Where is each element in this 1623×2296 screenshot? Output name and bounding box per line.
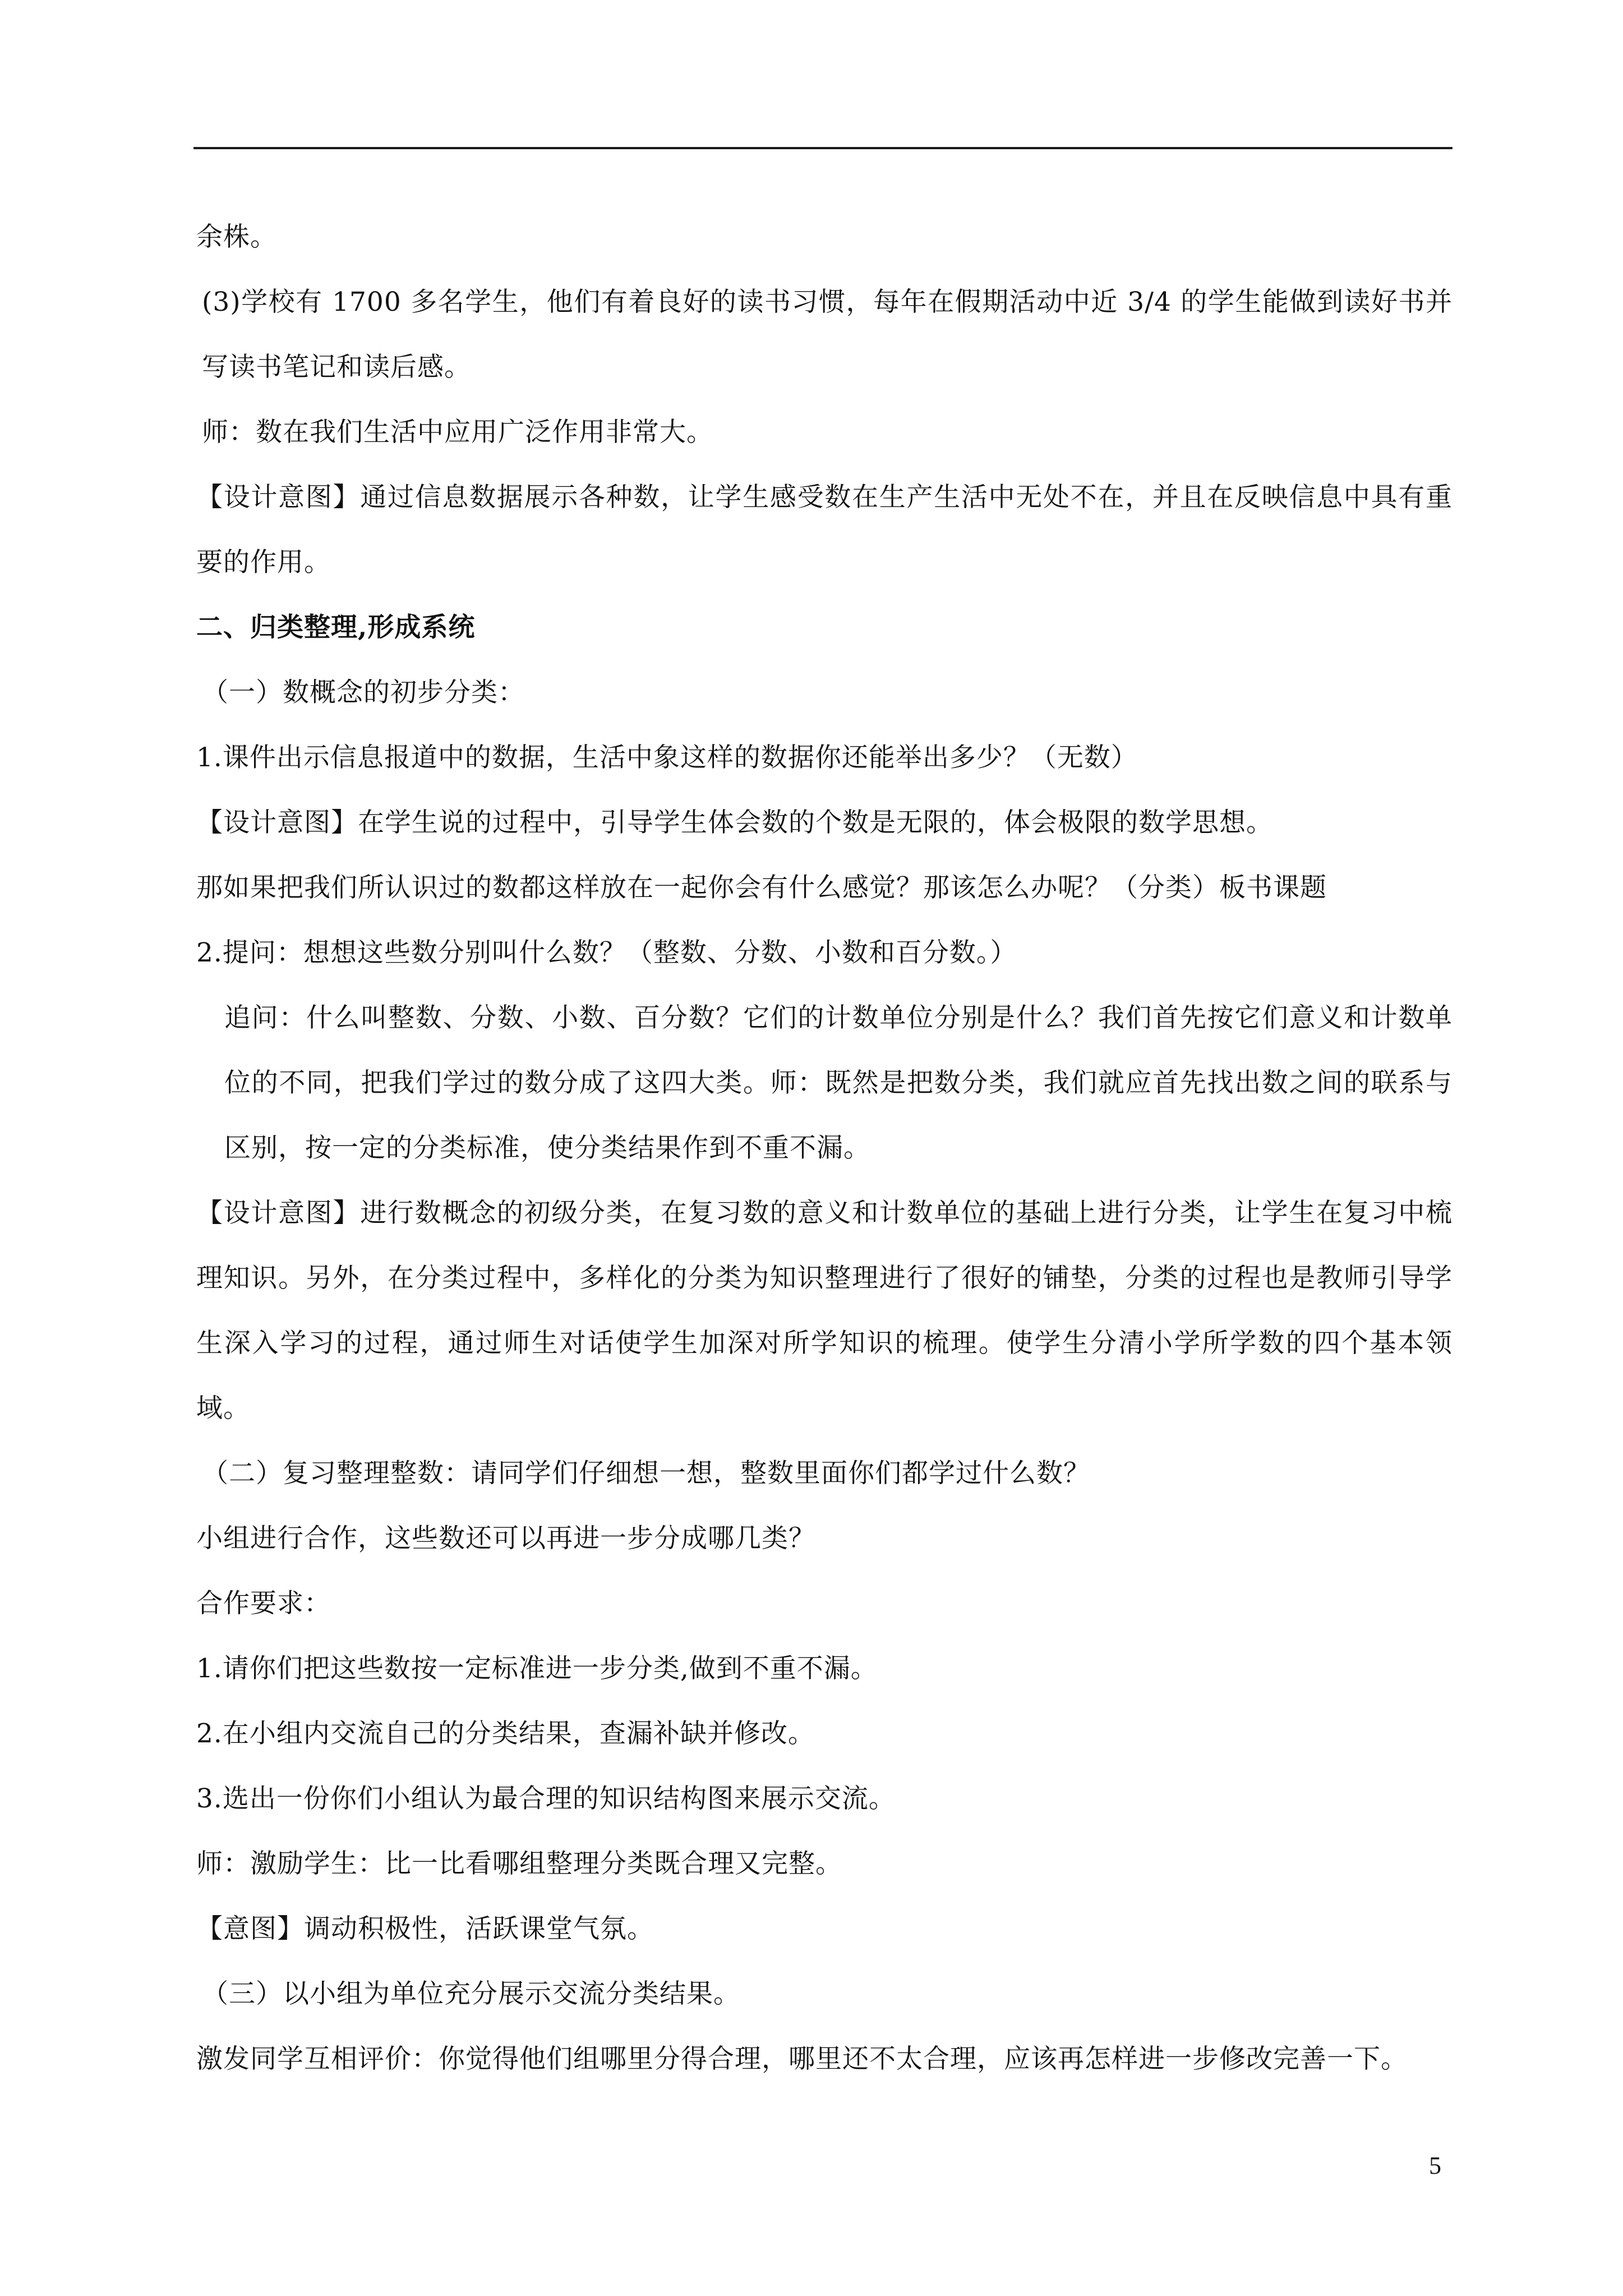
paragraph-teacher-remark: 师：数在我们生活中应用广泛作用非常大。 (202, 417, 713, 448)
paragraph-question: 那如果把我们所认识过的数都这样放在一起你会有什么感觉？那该怎么办呢？（分类）板书课题 (196, 872, 1327, 903)
list-item-requirement-1: 1.请你们把这些数按一定标准进一步分类,做到不重不漏。 (196, 1653, 878, 1684)
section-heading: 二、归类整理,形成系统 (196, 612, 476, 643)
paragraph-step-2: 2.提问：想想这些数分别叫什么数？（整数、分数、小数和百分数。） (196, 937, 1017, 968)
subsection-heading-3: （三）以小组为单位充分展示交流分类结果。 (202, 1978, 740, 2009)
paragraph-intent-short: 【意图】调动积极性，活跃课堂气氛。 (196, 1913, 654, 1944)
paragraph-design-intent-1: 【设计意图】通过信息数据展示各种数，让学生感受数在生产生活中无处不在，并且在反映信息中具有重要的作用。 (196, 482, 1453, 578)
paragraph-design-intent-3: 【设计意图】进行数概念的初级分类，在复习数的意义和计数单位的基础上进行分类，让学生在复习中梳理知识。另外，在分类过程中，多样化的分类为知识整理进行了很好的铺垫，分类的过程也是教师引导学生深入学习的过程，通过师生对话使学生加深对所学知识的梳理。使学生分清小学所学数的四个基本领域。 (196, 1198, 1453, 1424)
subsection-heading-1: （一）数概念的初步分类： (202, 677, 525, 708)
paragraph-continuation: 余株。 (196, 222, 277, 252)
header-rule (193, 147, 1453, 149)
paragraph-encourage: 师：激励学生：比一比看哪组整理分类既合理又完整。 (196, 1848, 842, 1879)
paragraph-follow-up: 追问：什么叫整数、分数、小数、百分数？它们的计数单位分别是什么？我们首先按它们意义和计数单位的不同，把我们学过的数分成了这四大类。师：既然是把数分类，我们就应首先找出数之间的联系与区别，按一定的分类标准，使分类结果作到不重不漏。 (224, 1002, 1453, 1163)
paragraph-group-work: 小组进行合作，这些数还可以再进一步分成哪几类？ (196, 1523, 815, 1554)
paragraph-item-3: (3)学校有 1700 多名学生，他们有着良好的读书习惯，每年在假期活动中近 3/4 的学生能做到读好书并写读书笔记和读后感。 (202, 287, 1453, 383)
document-body (196, 205, 1453, 2092)
list-item-requirement-2: 2.在小组内交流自己的分类结果，查漏补缺并修改。 (196, 1718, 815, 1749)
paragraph-design-intent-2: 【设计意图】在学生说的过程中，引导学生体会数的个数是无限的，体会极限的数学思想。 (196, 807, 1273, 838)
subsection-heading-2: （二）复习整理整数：请同学们仔细想一想，整数里面你们都学过什么数？ (202, 1458, 1090, 1489)
paragraph-peer-evaluation: 激发同学互相评价：你觉得他们组哪里分得合理，哪里还不太合理，应该再怎样进一步修改完善一下。 (196, 2044, 1408, 2074)
list-item-requirement-3: 3.选出一份你们小组认为最合理的知识结构图来展示交流。 (196, 1783, 896, 1814)
paragraph-requirements-label: 合作要求： (196, 1588, 331, 1619)
page-number: 5 (1429, 2152, 1441, 2179)
paragraph-step-1: 1.课件出示信息报道中的数据，生活中象这样的数据你还能举出多少？（无数） (196, 742, 1138, 773)
